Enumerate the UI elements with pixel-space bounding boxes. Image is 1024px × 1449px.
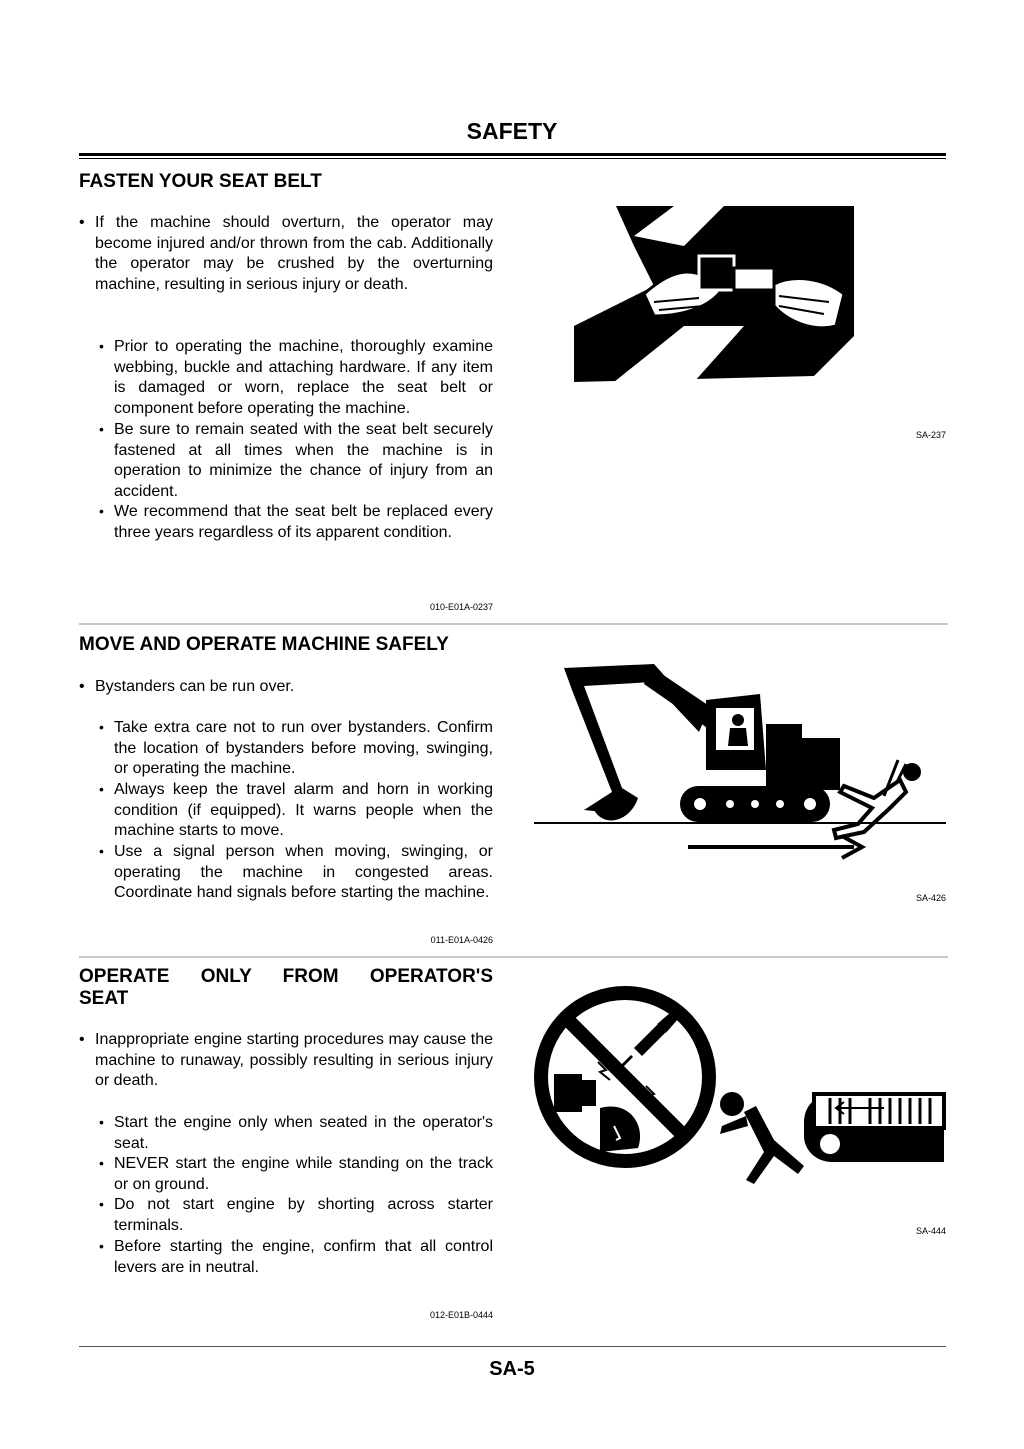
dot-icon: • [99, 338, 104, 354]
bullet-icon: • [79, 1031, 85, 1048]
footer-rule [79, 1346, 946, 1347]
excavator-illustration [534, 660, 946, 866]
section-bullet [79, 213, 493, 295]
page-title: SAFETY [466, 118, 558, 144]
dot-icon: • [99, 1238, 104, 1254]
dot-icon: • [99, 421, 104, 437]
page-number: SA-5 [489, 1358, 535, 1380]
bullet-text: Inappropriate engine starting procedures may cause the machine to runaway, possibly resulting in serious injury or death. [95, 1031, 493, 1090]
section-heading: MOVE AND OPERATE MACHINE SAFELY [79, 634, 449, 655]
dot-icon: • [99, 1114, 104, 1130]
section-heading-line1: OPERATE ONLY FROM OPERATOR'S [79, 966, 493, 987]
figure-code: SA-444 [915, 1226, 946, 1236]
section-heading: FASTEN YOUR SEAT BELT [79, 171, 322, 192]
header-rule [79, 153, 946, 156]
section-heading-line2: SEAT [79, 988, 129, 1009]
dot-icon: • [99, 843, 104, 859]
dot-icon: • [99, 1196, 104, 1212]
list-item: • Start the engine only when seated in the operator's seat. [99, 1114, 493, 1152]
list-item: • Prior to operating the machine, thoroughly examine webbing, buckle and attaching hardware. If any item is damaged or worn, replace the seat belt or component before operating the machine. [99, 338, 493, 417]
list-item: • Before starting the engine, confirm that all control levers are in neutral. [99, 1238, 493, 1276]
section-divider [79, 956, 948, 958]
header-rule-thin [79, 158, 946, 159]
doc-code: 011-E01A-0426 [430, 935, 493, 945]
list-item: • Always keep the travel alarm and horn in working condition (if equipped). It warns people when the machine starts to move. [99, 781, 493, 840]
bullet-text: If the machine should overturn, the operator may become injured and/or thrown from the cab. Additionally the operator may be crushed by the overturning machine, resulting in serious injury or death. [95, 214, 493, 293]
figure-code: SA-426 [915, 893, 946, 903]
list-item: • Do not start engine by shorting across starter terminals. [99, 1196, 493, 1234]
bullet-icon: • [79, 678, 85, 695]
figure-code: SA-237 [915, 430, 946, 440]
section-bullet [79, 677, 493, 698]
list-item: • Be sure to remain seated with the seat belt securely fastened at all times when the machine is in operation to minimize the chance of injury from an accident. [99, 421, 493, 500]
doc-code: 010-E01A-0237 [429, 602, 493, 612]
list-item: • Take extra care not to run over bystanders. Confirm the location of bystanders before moving, swinging, or operating the machine. [99, 719, 493, 778]
list-item: • Use a signal person when moving, swinging, or operating the machine in congested areas. Coordinate hand signals before starting the machine. [99, 843, 493, 902]
bullet-text: Bystanders can be run over. [95, 678, 295, 695]
dot-icon: • [99, 781, 104, 797]
section-bullet [79, 1030, 493, 1092]
list-item: • NEVER start the engine while standing on the track or on ground. [99, 1155, 493, 1193]
seat-belt-illustration [574, 206, 854, 382]
dot-icon: • [99, 1155, 104, 1171]
prohibited-start-illustration [534, 976, 946, 1190]
dot-icon: • [99, 719, 104, 735]
doc-code: 012-E01B-0444 [429, 1310, 493, 1320]
bullet-icon: • [79, 214, 85, 231]
list-item: • We recommend that the seat belt be replaced every three years regardless of its apparent condition. [99, 503, 493, 541]
dot-icon: • [99, 503, 104, 519]
section-divider [79, 623, 948, 625]
